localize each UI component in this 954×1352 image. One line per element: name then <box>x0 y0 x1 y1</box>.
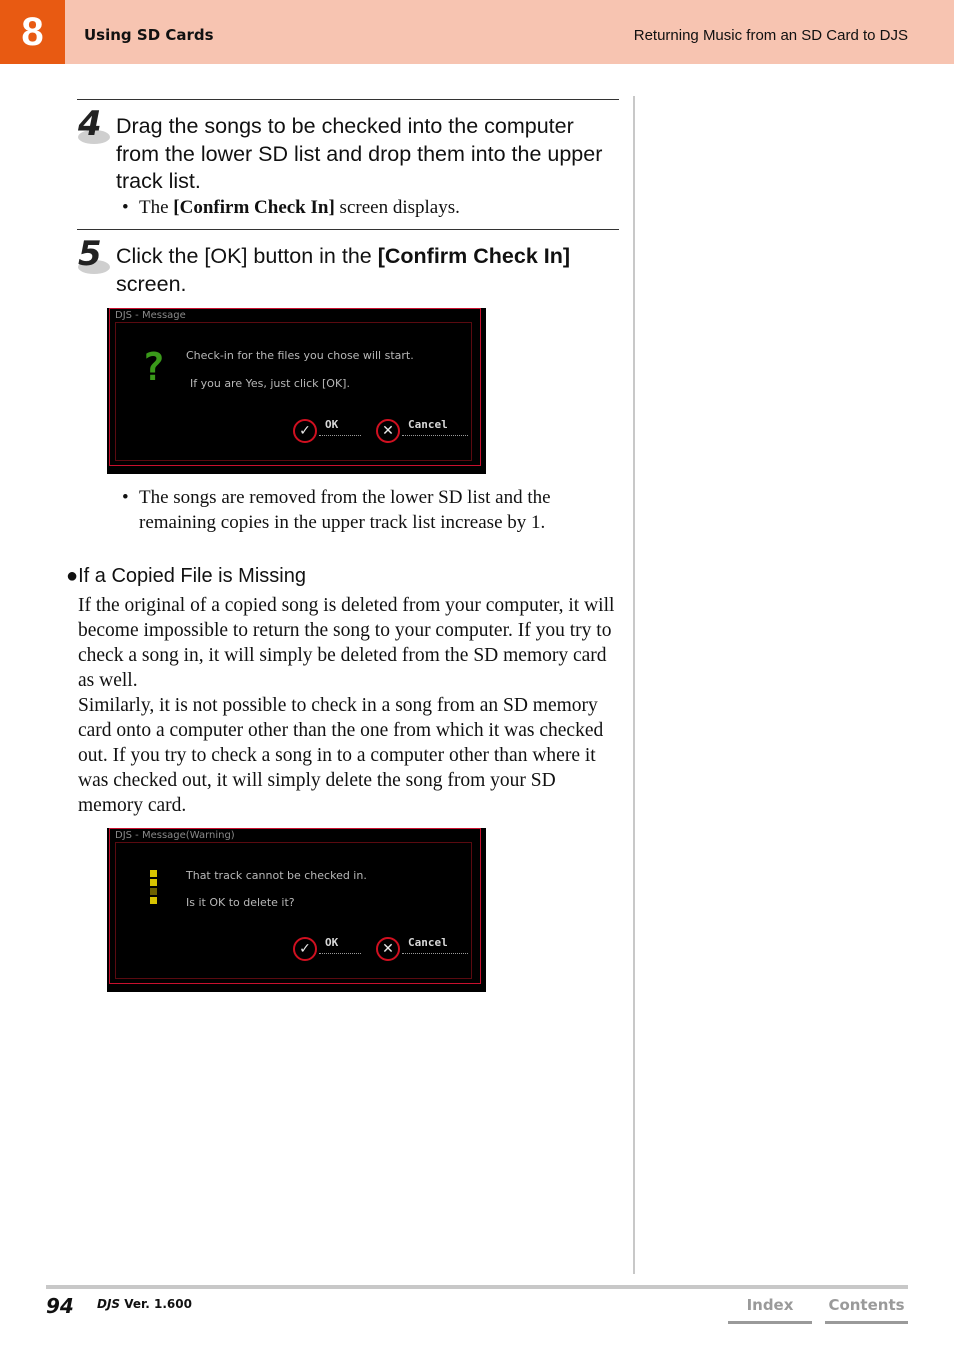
missing-para-1: If the original of a copied song is deleted from your computer, it will become impossible to return the song to your computer. If you try to check a song in, it will simply be deleted from the SD memory card as well. <box>78 595 615 691</box>
step-5-text-prefix: Click the [OK] button in the <box>116 244 378 268</box>
section-title: Using SD Cards <box>84 26 214 44</box>
step-5-text <box>116 243 616 298</box>
ok-button[interactable]: OK <box>325 936 339 949</box>
heading-text: If a Copied File is Missing <box>78 565 306 587</box>
version-text: Ver. 1.600 <box>120 1297 192 1311</box>
heading-bullet: ● <box>66 565 79 587</box>
cancel-underline <box>402 953 468 954</box>
dialog-message-line2: If you are Yes, just click [OK]. <box>190 377 350 390</box>
step-number-4 <box>78 104 118 148</box>
cancel-x-icon[interactable]: ✕ <box>376 419 400 443</box>
bullet-text <box>122 195 612 220</box>
warning-dialog <box>107 828 486 992</box>
page-topic: Returning Music from an SD Card to DJS <box>633 27 908 44</box>
step-5-text-suffix: screen. <box>116 271 187 296</box>
ok-underline <box>319 435 361 436</box>
ok-underline <box>319 953 361 954</box>
app-name: DJS <box>97 1297 121 1311</box>
step-number-5 <box>78 234 118 278</box>
confirm-check-in-dialog <box>107 308 486 474</box>
dialog-message-line1: That track cannot be checked in. <box>186 869 367 882</box>
column-divider <box>633 96 635 1274</box>
step-5-text-bold: [Confirm Check In] <box>377 244 571 268</box>
ok-check-icon[interactable]: ✓ <box>293 419 317 443</box>
step-4-bullet <box>122 195 612 220</box>
missing-para-2: Similarly, it is not possible to check in a song from an SD memory card onto a computer other than the one from which it was checked out. If you try to check a song in to a computer other than where it was checked out, it will simply delete the song from your SD memory card. <box>78 695 604 816</box>
dialog-inner-frame <box>115 322 472 461</box>
step-divider <box>77 229 619 230</box>
index-link[interactable]: Index <box>728 1296 812 1324</box>
dialog-inner-frame <box>115 842 472 979</box>
chapter-number: 8 <box>0 0 65 64</box>
app-version <box>97 1297 192 1311</box>
question-icon: ? <box>142 345 165 389</box>
step-5-bullet <box>122 485 612 535</box>
footer-rule <box>46 1285 908 1289</box>
contents-link[interactable]: Contents <box>825 1296 908 1324</box>
step-number-text: 4 <box>78 104 102 144</box>
bullet-text: The songs are removed from the lower SD list and the remaining copies in the upper track list increase by 1. <box>139 487 551 533</box>
dialog-message-line2: Is it OK to delete it? <box>186 896 295 909</box>
cancel-underline <box>402 435 468 436</box>
ok-button[interactable]: OK <box>325 418 339 431</box>
step-divider <box>77 99 619 100</box>
page-header <box>0 0 954 64</box>
cancel-button[interactable]: Cancel <box>408 936 448 949</box>
page-number: 94 <box>46 1294 74 1318</box>
cancel-button[interactable]: Cancel <box>408 418 448 431</box>
warning-icon <box>150 870 159 906</box>
cancel-x-icon[interactable]: ✕ <box>376 937 400 961</box>
bullet-bold: [Confirm Check In] <box>173 197 335 218</box>
dialog-title: DJS - Message(Warning) <box>115 830 235 841</box>
step-number-text: 5 <box>78 234 102 274</box>
missing-file-heading <box>66 565 306 588</box>
bullet-prefix: The <box>139 197 174 218</box>
step-4-text: Drag the songs to be checked into the computer from the lower SD list and drop them into the upper track list. <box>116 114 603 193</box>
bullet-dot: • <box>122 197 129 218</box>
dialog-title: DJS - Message <box>115 310 186 321</box>
bullet-dot: • <box>122 487 129 508</box>
dialog-message-line1: Check-in for the files you chose will start. <box>186 349 414 362</box>
ok-check-icon[interactable]: ✓ <box>293 937 317 961</box>
bullet-suffix: screen displays. <box>334 197 460 218</box>
